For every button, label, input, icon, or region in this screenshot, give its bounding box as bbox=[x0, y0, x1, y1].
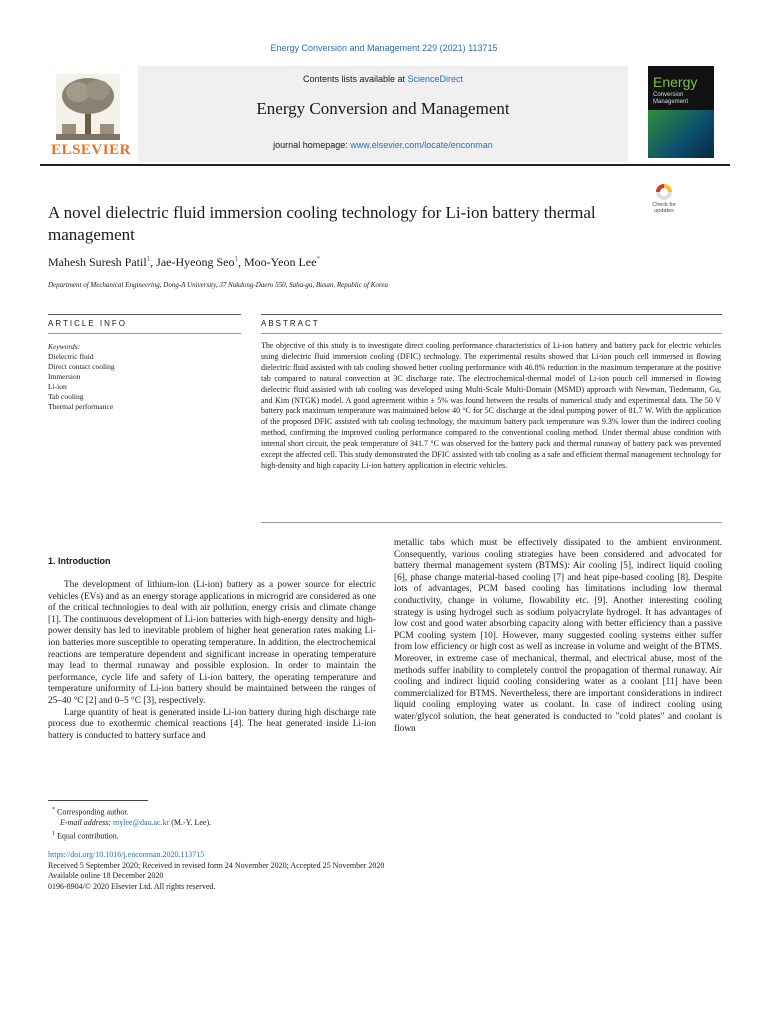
journal-reference[interactable]: Energy Conversion and Management 229 (2021) 113715 bbox=[270, 43, 498, 53]
keyword: Direct contact cooling bbox=[48, 362, 115, 371]
introduction-heading: 1. Introduction bbox=[48, 556, 111, 566]
intro-paragraph: metallic tabs which must be effectively dissipated to the ambient environment. Consequently, various cooling strategies have been considered and advocated for battery thermal management system (BTMS): Air cooling [5], indirect liquid cooling [6], phase change material-based cooling [7] and heat pipe-based cooling [8]. Despite lots of advantages, PCM based cooling has limitations including low thermal conductivity, change in volume, flowability etc. [9]. Another interesting cooling strategy is using hydrogel such as sodium polyacrylate hydrogel. It has advantages of low cost and good water absorbing capacity along with better efficiency than a passive PCM cooling system [10]. However, many suggested cooling systems either suffer from low efficiency or high cost as well as increase in volume and weight of the BTMS. Moreover, in extreme case of mechanical, thermal, and electrical abuse, most of the methods suffer inability to completely control the propagation of thermal runaway. Air cooling and indirect liquid cooling considering water as a coolant [11] have been commercialized for BTMS. Nevertheless, there are important considerations in indirect liquid cooling employing water as coolant. In case of indirect cooling using water/glycol solution, the heat generated is conducted to "cold plates" and coolant is flown bbox=[394, 538, 722, 734]
contents-prefix: Contents lists available at bbox=[302, 74, 408, 84]
author-mark[interactable]: * bbox=[316, 255, 320, 263]
abstract-subrule bbox=[261, 333, 722, 334]
author-name[interactable]: Jae-Hyeong Seo bbox=[156, 255, 235, 269]
intro-paragraph: Large quantity of heat is generated inside Li-ion battery during high discharge rate process due to exothermic chemical reactions [4]. The heat generated inside Li-ion battery is conducted to battery surface and bbox=[48, 707, 376, 741]
masthead bbox=[40, 66, 730, 162]
cover-subtitle: Conversion Management bbox=[653, 92, 689, 105]
publication-info bbox=[48, 850, 384, 892]
email-label: E-mail address: bbox=[60, 818, 114, 828]
doi-link[interactable]: https://doi.org/10.1016/j.enconman.2020.113715 bbox=[48, 850, 205, 859]
homepage-line bbox=[138, 140, 628, 150]
masthead-rule bbox=[40, 164, 730, 166]
author-mark[interactable]: 1 bbox=[146, 255, 151, 263]
body-column-right bbox=[394, 538, 722, 735]
email-note bbox=[52, 818, 211, 829]
email-link[interactable]: mylee@dau.ac.kr bbox=[113, 818, 170, 828]
publisher-logo[interactable] bbox=[48, 72, 131, 158]
footnote-mark: 1 bbox=[52, 830, 55, 837]
check-for-updates-badge[interactable] bbox=[645, 182, 683, 216]
keyword: Thermal performance bbox=[48, 402, 114, 411]
available-online: Available online 18 December 2020 bbox=[48, 871, 164, 880]
keywords-label: Keywords: bbox=[48, 342, 81, 351]
abstract-heading: ABSTRACT bbox=[261, 319, 320, 328]
author-name[interactable]: Moo-Yeon Lee bbox=[243, 255, 317, 269]
article-info-subrule bbox=[48, 333, 241, 334]
affiliation: Department of Mechanical Engineering, Dong-A University, 37 Nakdong-Daero 550, Saha-gu, Busan, Republic of Korea bbox=[48, 281, 388, 289]
footnote-text: Equal contribution. bbox=[57, 831, 119, 841]
equal-contribution-note bbox=[52, 829, 211, 842]
body-column-left bbox=[48, 580, 376, 742]
contents-line bbox=[138, 74, 628, 84]
journal-title: Energy Conversion and Management bbox=[256, 99, 510, 118]
sciencedirect-link[interactable]: ScienceDirect bbox=[407, 74, 464, 84]
homepage-prefix: journal homepage: bbox=[273, 140, 351, 150]
keywords-list bbox=[48, 352, 115, 412]
keyword: Immersion bbox=[48, 372, 81, 381]
journal-cover-image[interactable] bbox=[648, 66, 714, 158]
copyright: 0196-8904/© 2020 Elsevier Ltd. All rights reserved. bbox=[48, 881, 216, 891]
footnote-mark: * bbox=[52, 807, 55, 813]
homepage-link[interactable]: www.elsevier.com/locate/enconman bbox=[350, 140, 493, 150]
intro-paragraph: The development of lithium-ion (Li-ion) battery as a power source for electric vehicles (EVs) and as an energy storage applications in microgrid are considered as one of the critical technologies to deal with air pollution, energy crisis and climate change [1]. The continuous development of Li-ion batteries with high-energy density and high-power density has led to inevitable problem of higher heat generation rates making Li-ion batteries more susceptible to operating temperature. In addition, the electrochemical reactions are temperature dependent and significant increase in operating temperature may lead to thermal runaway and possible explosion. In order to maintain the performance, cycle life and safety of Li-ion battery, the operating temperature and temperature uniformity of Li-ion battery should be maintained between the ranges of 25–40 °C [2] and 0–5 °C [3], respectively. bbox=[48, 580, 376, 706]
author-name[interactable]: Mahesh Suresh Patil bbox=[48, 255, 147, 269]
journal-banner bbox=[138, 66, 628, 162]
author-mark[interactable]: 1 bbox=[234, 255, 238, 263]
article-title: A novel dielectric fluid immersion cooling technology for Li-ion battery thermal management bbox=[48, 203, 596, 244]
article-info-rule bbox=[48, 314, 241, 315]
keyword: Dielectric fluid bbox=[48, 352, 94, 361]
footnote-rule bbox=[48, 800, 148, 801]
keyword: Tab cooling bbox=[48, 392, 84, 401]
check-updates-label: Check for updates bbox=[652, 202, 676, 214]
abstract-text: The objective of this study is to investigate direct cooling performance characteristics of Li-ion battery and battery pack for electric vehicles using dielectric fluid immersion cooling (DFIC) technology. The experimental results showed that Li-ion pouch cell immersed in flowing dielectric fluid assisted with tab cooling showed better cooling performance with 46.8% reduction in the maximum temperature at the positive tab compared to natural convection at 3C discharge rate. The electrochemical-thermal model of Li-ion pouch cell immersed in flowing dielectric fluid assisted with tab cooling was developed using Multi-Scale Multi-Domain (MSMD) approach with Newman, Tiedemann, Gu, and Kim (NTGK) model. A good agreement within ± 5% was found between the results of numerical study and experimental data. The 50 V battery pack maximum temperature was maintained below 40 °C for 5C discharge at the ideal pumping power of 81.7 W. With the application of the proposed DFIC assisted with tab cooling technology, the maximum battery pack temperature was 9.3% lower than the indirect cooling method, confirming the improved cooling performance compared to the conventional cooling method. Under thermal abuse condition with internal short circuit, the peak temperature of 341.7 °C was observed for the battery pack and thermal runaway of battery pack was prevented except the affected cell. This study demonstrated the DFIC assisted with tab cooling as a safe and efficient thermal management technology for high-density and high capacity Li-ion battery application in electric vehicles. bbox=[261, 341, 721, 470]
footnotes bbox=[52, 805, 211, 842]
abstract-rule bbox=[261, 314, 722, 315]
cover-art bbox=[648, 110, 714, 158]
received-dates: Received 5 September 2020; Received in revised form 24 November 2020; Accepted 25 November 2020 bbox=[48, 860, 385, 870]
corresponding-author-note bbox=[52, 805, 211, 818]
elsevier-wordmark: ELSEVIER bbox=[51, 142, 131, 158]
article-info-heading: ARTICLE INFO bbox=[48, 319, 127, 328]
email-suffix: (M.-Y. Lee). bbox=[169, 818, 212, 828]
abstract-end-rule bbox=[261, 522, 722, 523]
keyword: Li-ion bbox=[48, 382, 67, 391]
elsevier-tree-icon bbox=[56, 74, 120, 140]
author-list: Mahesh Suresh Patil$^1$, Jae-Hyeong Seo$^1$, Moo-Yeon Lee* bbox=[48, 255, 320, 269]
cover-title: Energy bbox=[653, 74, 698, 90]
footnote-text: Corresponding author. bbox=[57, 807, 129, 817]
